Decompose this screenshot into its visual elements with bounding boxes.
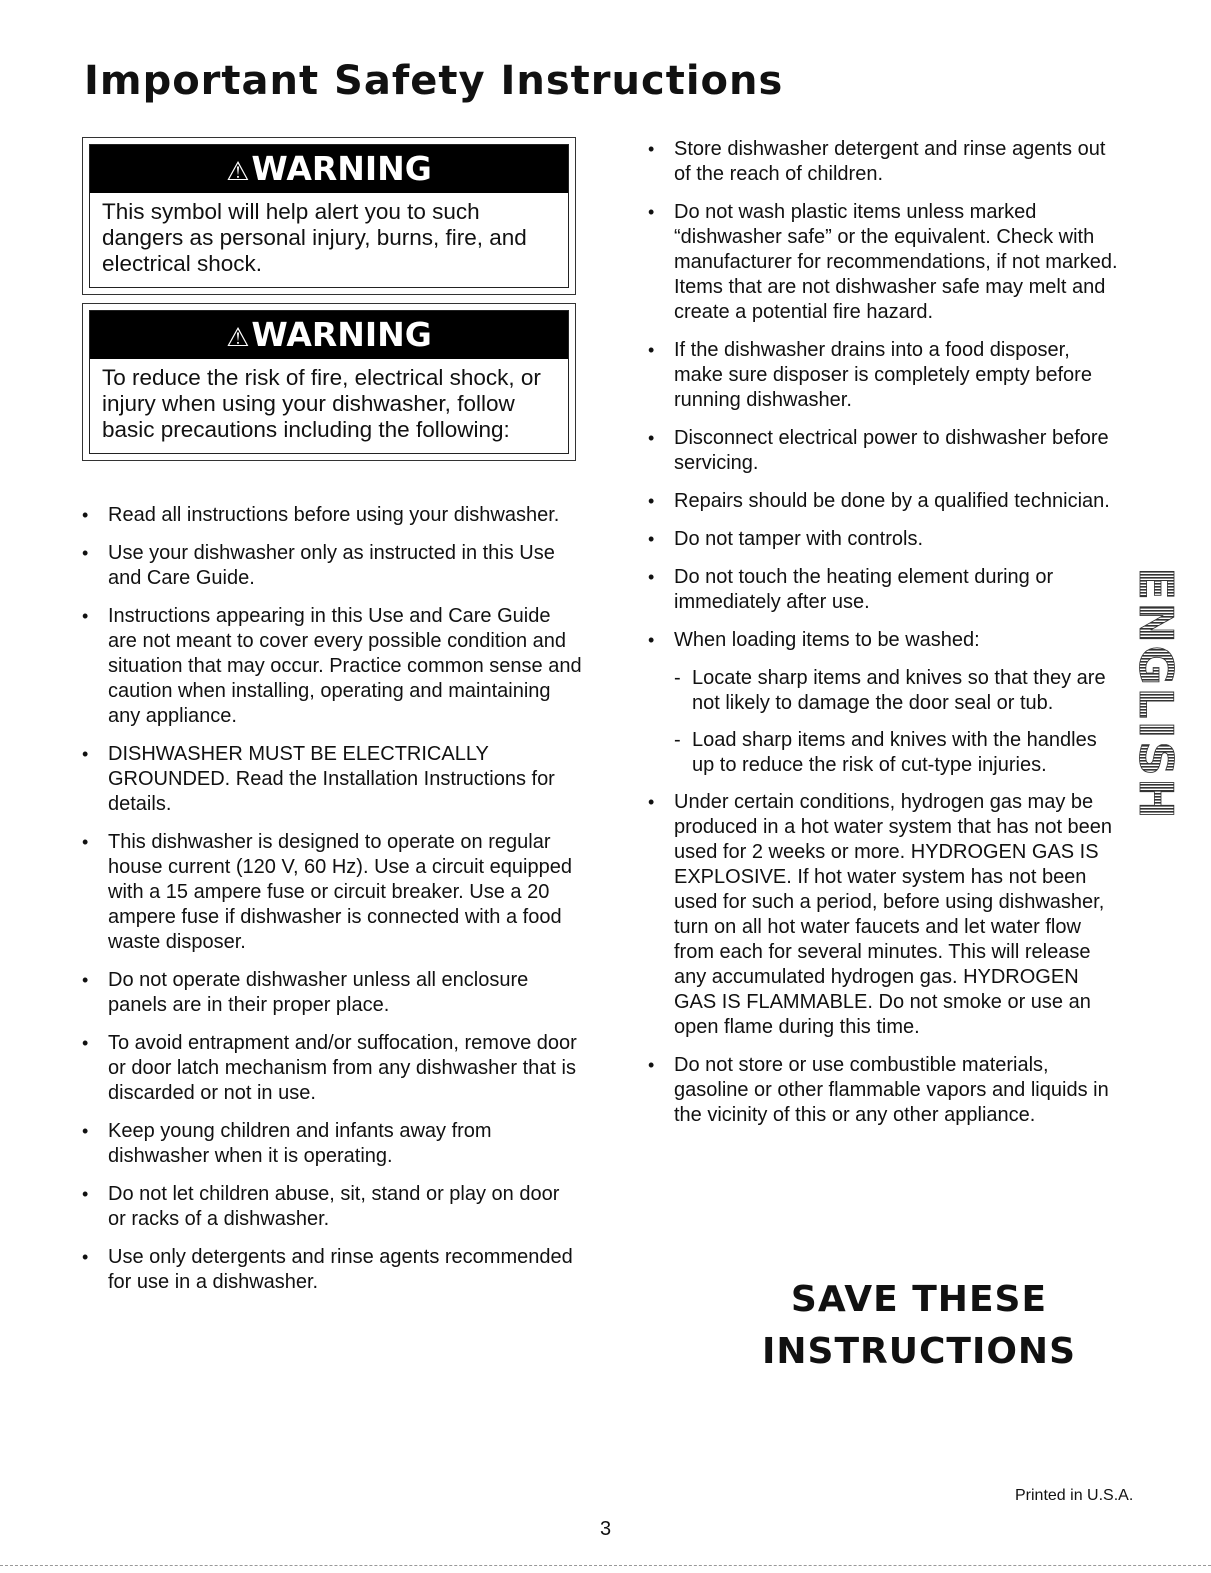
warning-box-1	[82, 137, 576, 295]
warning-triangle-icon: ⚠	[226, 323, 250, 353]
sub-list-item: - Locate sharp items and knives so that they are not likely to damage the door seal or tub.	[648, 666, 1124, 716]
save-instructions-heading	[734, 1274, 1104, 1378]
warning-banner	[90, 145, 568, 193]
page-title: Important Safety Instructions	[84, 58, 784, 104]
page-number: 3	[600, 1518, 612, 1540]
list-item: • DISHWASHER MUST BE ELECTRICALLY GROUNDED. Read the Installation Instructions for details.	[82, 742, 582, 817]
warning-box-2	[82, 303, 576, 461]
printed-in-note: Printed in U.S.A.	[1015, 1487, 1134, 1504]
list-item: • This dishwasher is designed to operate on regular house current (120 V, 60 Hz). Use a circuit equipped with a 15 ampere fuse or circuit breaker. Use a 20 ampere fuse if dishwasher is connected with a food waste disposer.	[82, 830, 582, 955]
list-item: • Do not store or use combustible materials, gasoline or other flammable vapors and liquids in the vicinity of this or any other appliance.	[648, 1053, 1124, 1128]
save-line-2: INSTRUCTIONS	[762, 1331, 1076, 1372]
language-tab-label: ENGLISH	[1129, 567, 1183, 807]
list-item: • Under certain conditions, hydrogen gas may be produced in a hot water system that has not been used for 2 weeks or more. HYDROGEN GAS IS EXPLOSIVE. If hot water system has not been used for such a period, before using dishwasher, turn on all hot water faucets and let water flow from each for several minutes. This will release any accumulated hydrogen gas. HYDROGEN GAS IS FLAMMABLE. Do not smoke or use an open flame during this time.	[648, 790, 1124, 1040]
list-item: • If the dishwasher drains into a food disposer, make sure disposer is completely empty before running dishwasher.	[648, 338, 1124, 413]
list-item: • To avoid entrapment and/or suffocation, remove door or door latch mechanism from any dishwasher that is discarded or not in use.	[82, 1031, 582, 1106]
warning-label: WARNING	[251, 149, 432, 188]
save-line-1: SAVE THESE	[790, 1279, 1048, 1320]
list-item: • Use your dishwasher only as instructed in this Use and Care Guide.	[82, 541, 582, 591]
sub-list-item: - Load sharp items and knives with the handles up to reduce the risk of cut-type injuries.	[648, 728, 1124, 778]
list-item: • Instructions appearing in this Use and Care Guide are not meant to cover every possible condition and situation that may occur. Practice common sense and caution when installing, operating and maintaining any appliance.	[82, 604, 582, 729]
warning-text: To reduce the risk of fire, electrical shock, or injury when using your dishwasher, follow basic precautions including the following:	[102, 365, 541, 442]
right-bullet-list	[648, 137, 1124, 1128]
list-item: • Store dishwasher detergent and rinse agents out of the reach of children.	[648, 137, 1124, 187]
left-bullet-list	[82, 503, 582, 1295]
list-item: • Repairs should be done by a qualified technician.	[648, 489, 1124, 514]
language-tab	[1128, 565, 1184, 823]
left-column	[82, 503, 582, 1308]
warning-label: WARNING	[251, 315, 432, 354]
list-item: • Do not let children abuse, sit, stand or play on door or racks of a dishwasher.	[82, 1182, 582, 1232]
list-item: • When loading items to be washed:	[648, 628, 1124, 653]
warning-banner	[90, 311, 568, 359]
list-item: • Do not touch the heating element during or immediately after use.	[648, 565, 1124, 615]
warning-triangle-icon: ⚠	[226, 157, 250, 187]
list-item: • Disconnect electrical power to dishwasher before servicing.	[648, 426, 1124, 476]
warning-text: This symbol will help alert you to such dangers as personal injury, burns, fire, and electrical shock.	[102, 199, 527, 276]
list-item: • Do not wash plastic items unless marked “dishwasher safe” or the equivalent. Check with manufacturer for recommendations, if not marked. Items that are not dishwasher safe may melt and create a potential fire hazard.	[648, 200, 1124, 325]
bottom-divider	[0, 1565, 1211, 1566]
list-item: • Read all instructions before using your dishwasher.	[82, 503, 582, 528]
list-item: • Use only detergents and rinse agents recommended for use in a dishwasher.	[82, 1245, 582, 1295]
list-item: • Do not tamper with controls.	[648, 527, 1124, 552]
right-column	[648, 137, 1124, 1141]
list-item: • Keep young children and infants away from dishwasher when it is operating.	[82, 1119, 582, 1169]
list-item: • Do not operate dishwasher unless all enclosure panels are in their proper place.	[82, 968, 582, 1018]
